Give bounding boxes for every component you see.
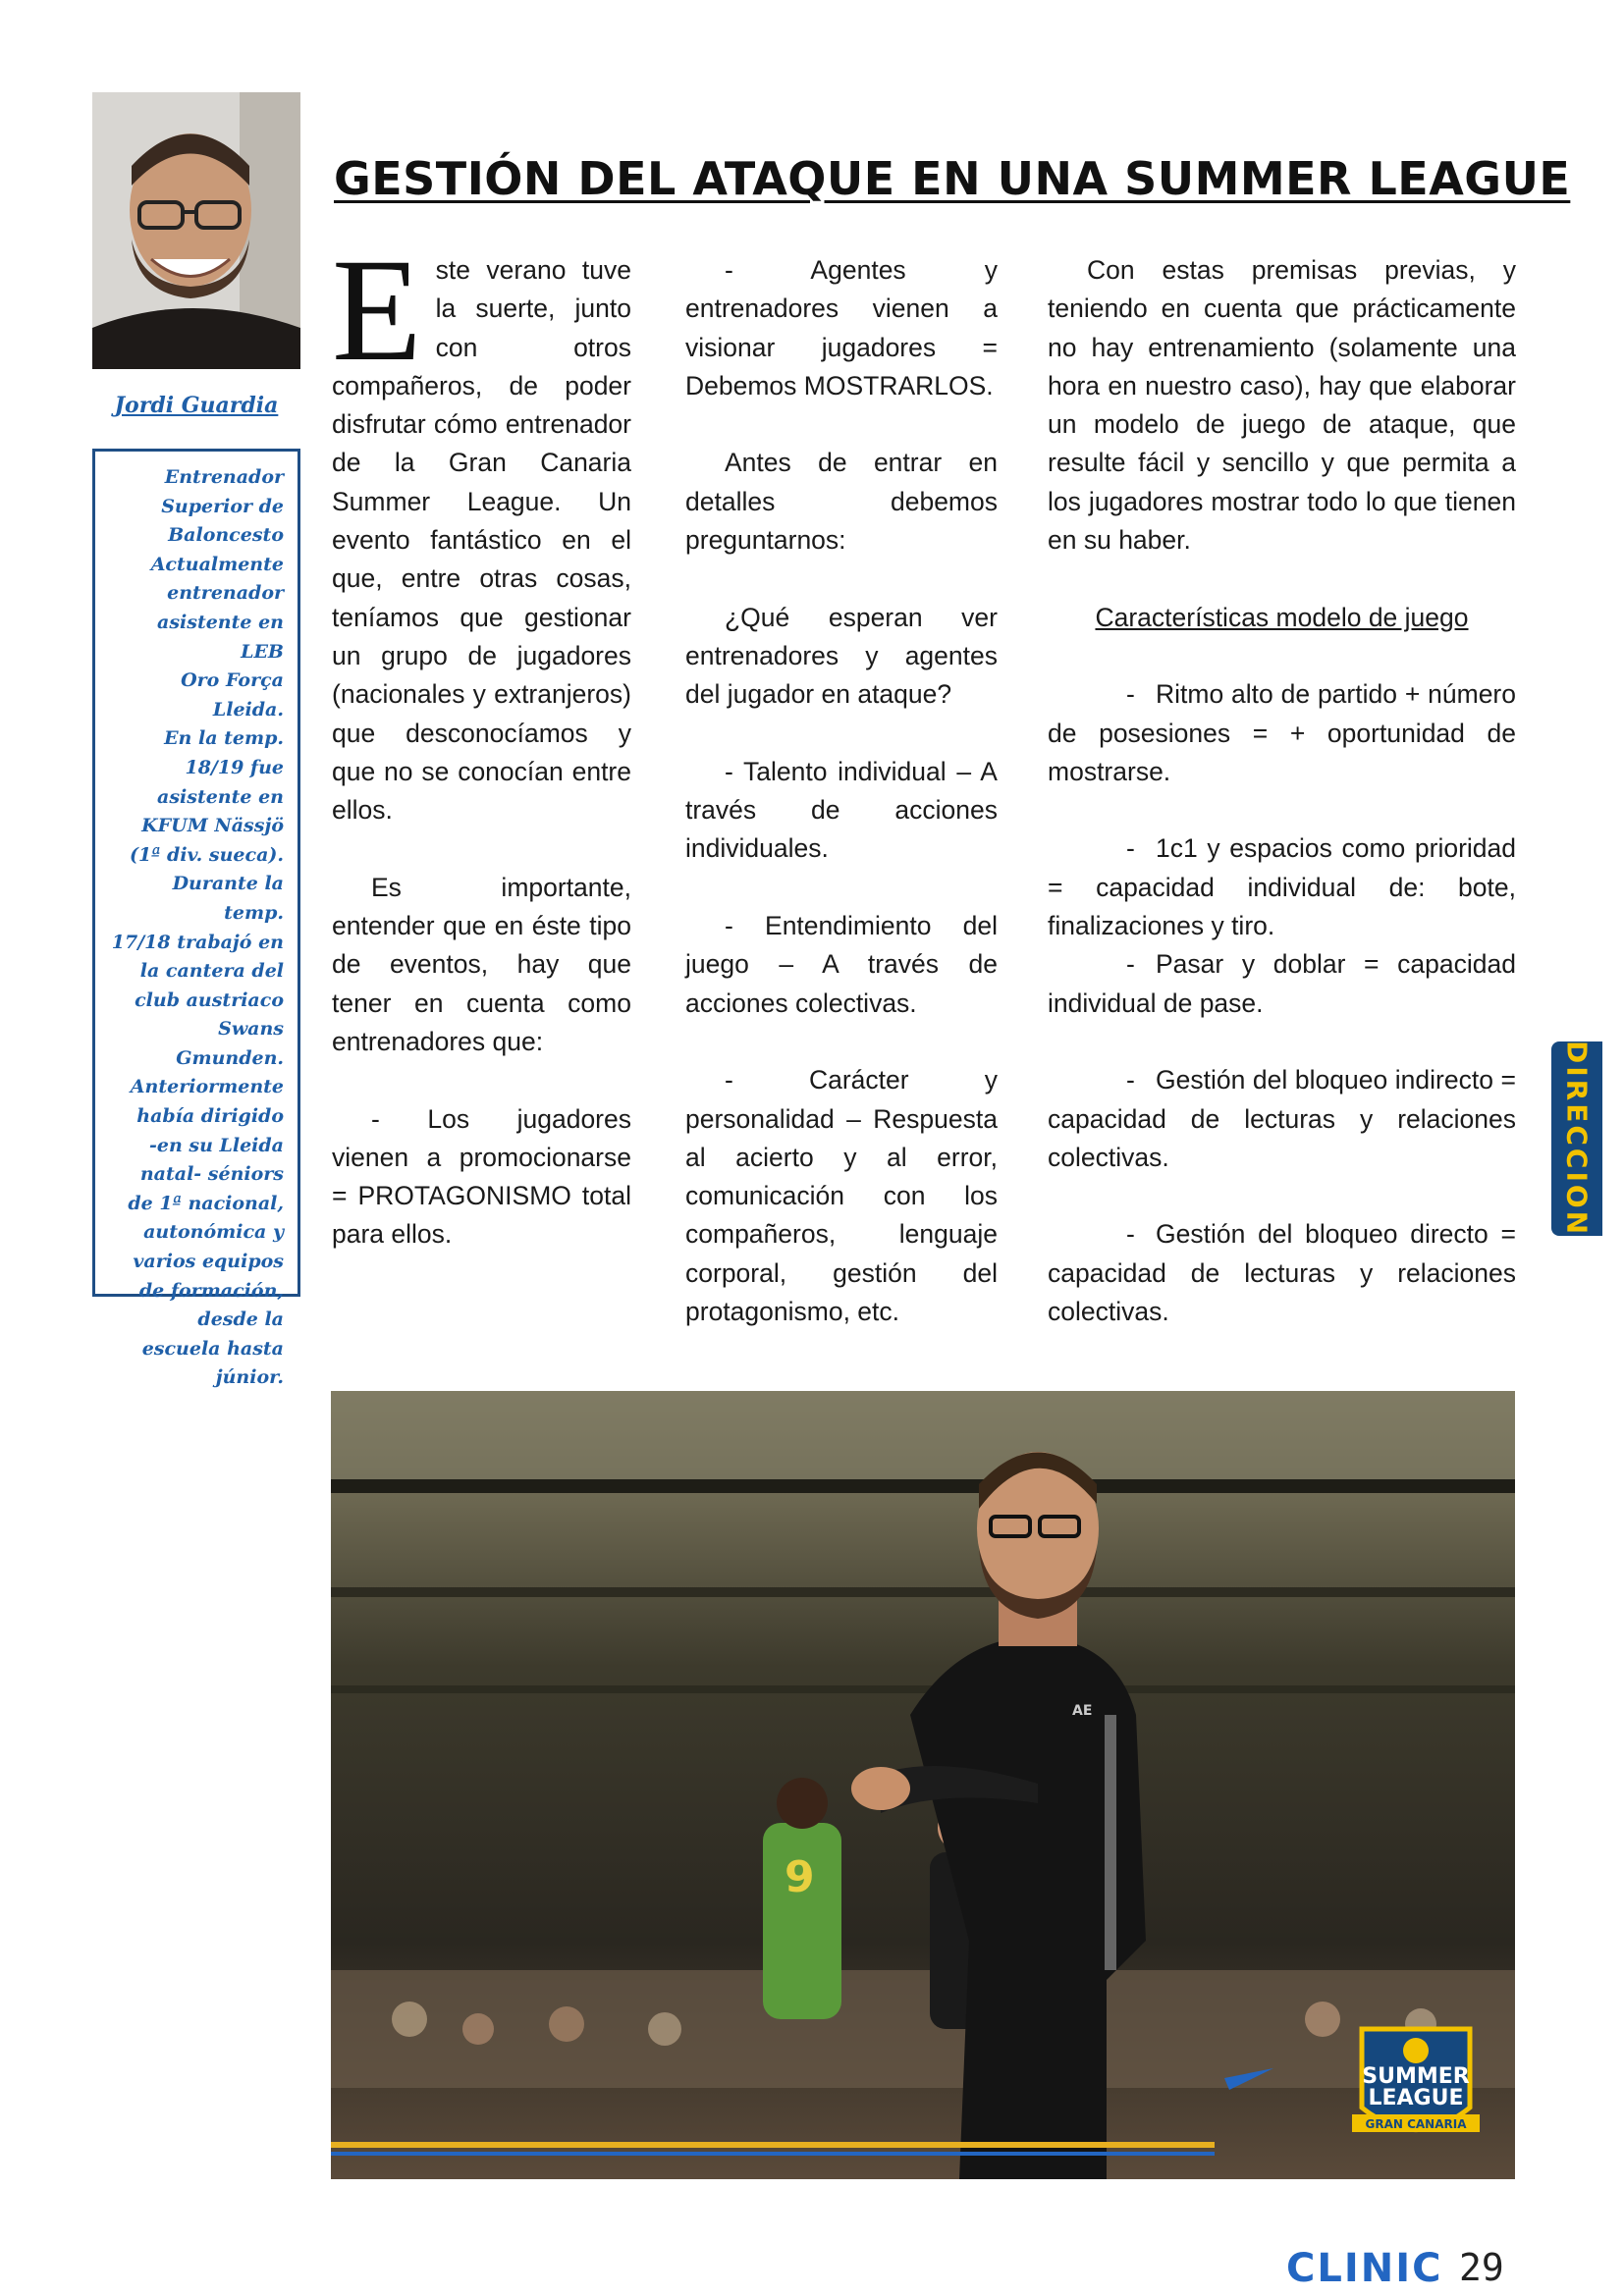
- paragraph: Antes de entrar en detalles debemos preguntarnos:: [685, 448, 998, 556]
- list-item: - Ritmo alto de partido + número de posesiones = + oportunidad de mostrarse.: [1048, 675, 1516, 791]
- list-item: - 1c1 y espacios como prioridad = capacidad individual de: bote, finalizaciones y tiro.: [1048, 829, 1516, 945]
- bio-line: la cantera del: [139, 960, 284, 983]
- paragraph: Con estas premisas previas, y teniendo en cuenta que prácticamente no hay entrenamiento (solamente una hora en nuestro caso), hay que elaborar un modelo de juego de ataque, que resulte fácil y sencillo y que permita a los jugadores mostrar todo lo que tienen en su haber.: [1048, 255, 1516, 556]
- bio-line: autonómica y: [143, 1221, 284, 1244]
- bio-line: Oro Força Lleida.: [181, 669, 284, 721]
- list-item: - Los jugadores vienen a promocionarse = PROTAGONISMO total para ellos.: [332, 1103, 631, 1250]
- paragraph: Es importante, entender que en éste tipo de eventos, hay que tener en cuenta como entrenadores que:: [332, 872, 631, 1056]
- bio-line: KFUM Nässjö: [141, 815, 284, 837]
- list-item: - Gestión del bloqueo directo = capacidad de lecturas y relaciones colectivas.: [1048, 1215, 1516, 1331]
- list-item: - Pasar y doblar = capacidad individual de pase.: [1048, 945, 1516, 1023]
- bullet-dash: -: [1126, 679, 1135, 710]
- svg-text:SUMMER: SUMMER: [1362, 2064, 1470, 2089]
- bio-line: Superior de: [161, 495, 284, 517]
- bio-line: entrenador: [167, 582, 284, 605]
- svg-text:LEAGUE: LEAGUE: [1368, 2086, 1464, 2110]
- list-item: - Agentes y entrenadores vienen a visionar jugadores = Debemos MOSTRARLOS.: [685, 255, 998, 400]
- author-photo: [92, 92, 300, 369]
- bio-line: En la temp.: [164, 727, 284, 750]
- bio-line: había dirigido: [136, 1105, 284, 1128]
- bio-line: natal- séniors: [139, 1163, 284, 1186]
- bio-line: Actualmente: [150, 553, 284, 575]
- article-column-3: [1048, 251, 1516, 1331]
- bio-line: escuela hasta: [141, 1337, 284, 1360]
- article-column-2: [685, 251, 998, 1331]
- section-heading: Características modelo de juego: [1095, 602, 1469, 632]
- bio-line: asistente en: [157, 785, 284, 808]
- svg-text:GRAN CANARIA: GRAN CANARIA: [1365, 2117, 1467, 2131]
- article-column-1: [332, 229, 631, 1255]
- bio-line: asistente en LEB: [157, 611, 284, 663]
- list-item: - Gestión del bloqueo indirecto = capacidad de lecturas y relaciones colectivas.: [1048, 1061, 1516, 1177]
- list-item: - Talento individual – A través de acciones individuales.: [685, 756, 998, 864]
- list-item: - Carácter y personalidad – Respuesta al acierto y al error, comunicación con los compañeros, lenguaje corporal, gestión del protagonismo, etc.: [685, 1065, 998, 1327]
- bio-line: Anteriormente: [130, 1076, 284, 1098]
- bio-line: desde la: [197, 1308, 284, 1331]
- bio-line: de formación,: [138, 1279, 284, 1302]
- bio-line: Durante la temp.: [172, 873, 284, 924]
- bio-line: de 1ª nacional,: [128, 1192, 284, 1214]
- intro-paragraph: ste verano tuve la suerte, junto con otros compañeros, de poder disfrutar cómo entrenador de la Gran Canaria Summer League. Un evento fantástico en el que, entre otras cosas, teníamos que gestionar un grupo de jugadores (nacionales y extranjeros) que desconocíamos y que no se conocían entre ellos.: [332, 255, 631, 826]
- list-item: - Entendimiento del juego – A través de acciones colectivas.: [685, 911, 998, 1018]
- bio-line: (1ª div. sueca).: [129, 843, 284, 866]
- bio-line: júnior.: [215, 1366, 284, 1389]
- bio-line: 18/19 fue: [185, 756, 284, 778]
- bio-line: club austriaco: [135, 988, 284, 1011]
- bio-line: -en su Lleida: [148, 1134, 284, 1156]
- author-name: Jordi Guardia: [114, 393, 279, 418]
- bullet-dash: -: [1126, 1065, 1135, 1095]
- bullet-dash: -: [1126, 833, 1135, 864]
- summer-league-logo: [1352, 2029, 1480, 2132]
- section-tab-label: DIRECCION: [1560, 1040, 1594, 1238]
- bio-line: Baloncesto: [168, 524, 284, 547]
- bio-line: Entrenador: [164, 466, 284, 488]
- paragraph: ¿Qué esperan ver entrenadores y agentes del jugador en ataque?: [685, 602, 998, 710]
- jersey-number: 9: [785, 1852, 815, 1902]
- bullet-dash: -: [1126, 949, 1135, 980]
- main-photo: [331, 1391, 1515, 2179]
- bio-line: Swans Gmunden.: [176, 1018, 284, 1069]
- bullet-dash: -: [1126, 1219, 1135, 1250]
- section-tab: [1551, 1041, 1602, 1236]
- shirt-brand: AE: [1072, 1703, 1093, 1719]
- page-number: 29: [1459, 2246, 1504, 2289]
- bio-line: 17/18 trabajó en: [111, 931, 284, 953]
- author-bio: [92, 449, 300, 1389]
- bio-line: varios equipos: [133, 1251, 284, 1273]
- drop-cap: E: [332, 229, 422, 392]
- magazine-brand: CLINIC: [1286, 2246, 1443, 2291]
- article-title: GESTIÓN DEL ATAQUE EN UNA SUMMER LEAGUE: [334, 151, 1571, 205]
